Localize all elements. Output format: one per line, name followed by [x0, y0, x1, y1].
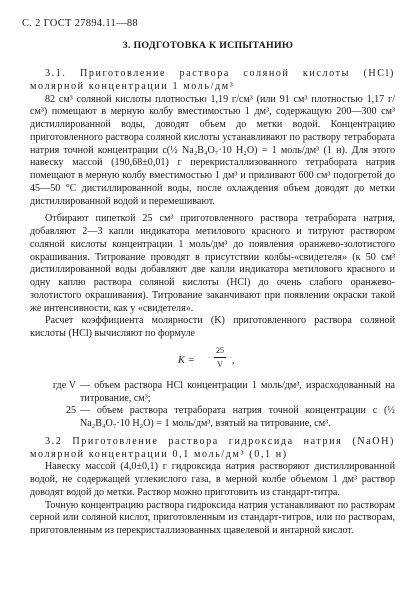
clause-3-2-text: Навеску массой (4,0±0,1) г гидроксида натрия растворяют дистиллированной водой, не содержащей углекислого газа, в мерной колбе объемом 1 дм³ раствор доводят водой до метки. Раствор можно приготовить из стандарт-титра. [30, 461, 395, 498]
definition-text: — объем раствора HCl концентрации 1 моль/дм³, израсходованный на титрование, см³; [80, 379, 395, 404]
clause-3-1-heading: 3.1. Приготовление раствора соляной кислоты (HCl) молярной концентрации 1 моль/дм³ [30, 68, 395, 92]
clause-3-2-heading: 3.2 Приготовление раствора гидроксида натрия (NaOH) молярной концентрации 0,1 моль/дм³ (0,1 н) [30, 435, 395, 460]
definition-v [30, 380, 395, 406]
fraction-bar [214, 357, 226, 358]
section-title: 3. ПОДГОТОВКА К ИСПЫТАНИЮ [122, 40, 294, 51]
formula-lhs: K = [178, 354, 195, 366]
formula-fraction [214, 345, 226, 370]
definition-label: 25 [65, 405, 76, 417]
page-header: С. 2 ГОСТ 27894.11—88 [22, 18, 138, 29]
document-body [30, 68, 395, 538]
naoh-standardization: Точную концентрацию раствора гидроксида натрия устанавливают по растворам серной или соляной кислот, приготовленным из стандарт-титров, или по растворам, приготовленным из перекристаллизованных щавелевой и янтарной кислот. [30, 499, 395, 536]
titration-paragraph: Отбирают пипеткой 25 см³ приготовленного раствора тетрабората натрия, добавляют 2—3 капли индикатора метилового красного и титруют раствором соляной кислоты концентрации 1 моль/дм³ до появления оранжево-золотистого окрашивания. Титрование проводят в присутствии колбы-«свидетеля» (к 50 см³ дистиллированной воды добавляют две капли индикатора метилового красного и одну каплю раствора соляной кислоты (HCl) до очень слабого оранжево-золотистого окрашивания). Титрование заканчивают при появлении окраски такой же интенсивности, как у «свидетеля». [30, 213, 395, 314]
definition-text: — объем раствора тетрабората натрия точной концентрации с (½ Na₂B₄O₇·10 H₂O) = 1 моль/дм³, взятый на титрование, см³. [80, 405, 395, 429]
definition-25 [30, 405, 395, 431]
clause-3-1-text: 82 см³ соляной кислоты плотностью 1,19 г/см³ (или 91 см³ плотностью 1,17 г/см³) помещают в мерную колбу вместимостью 1 дм³, содержащую 200—300 см³ дистиллированной воды, доводят объем до метки водой. Концентрацию приготовленного раствора соляной кислоты устанавливают по раствору тетрабората натрия точной концентрации c(½ Na₂B₄O₇·10 H₂O) = 1 моль/дм³ (1 н). Для этого навеску массой (190,68±0,01) г перекристаллизованного тетрабората натрия помещают в мерную колбу вместимостью 1 дм³ и приливают 600 см³ подогретой до 45—50 °С дистиллированной воды, после охлаждения объем доводят до метки дистиллированной водой и перемешивают. [30, 93, 395, 207]
formula-numerator: 25 [216, 345, 224, 355]
formula-denominator: V [217, 359, 223, 369]
formula-tail: , [232, 354, 235, 366]
definition-label: где V [52, 379, 76, 391]
molarity-formula [30, 345, 395, 375]
calculation-intro: Расчет коэффициента молярности (K) приготовленного раствора соляной кислоты (HCl) вычисляют по формуле [30, 315, 395, 339]
